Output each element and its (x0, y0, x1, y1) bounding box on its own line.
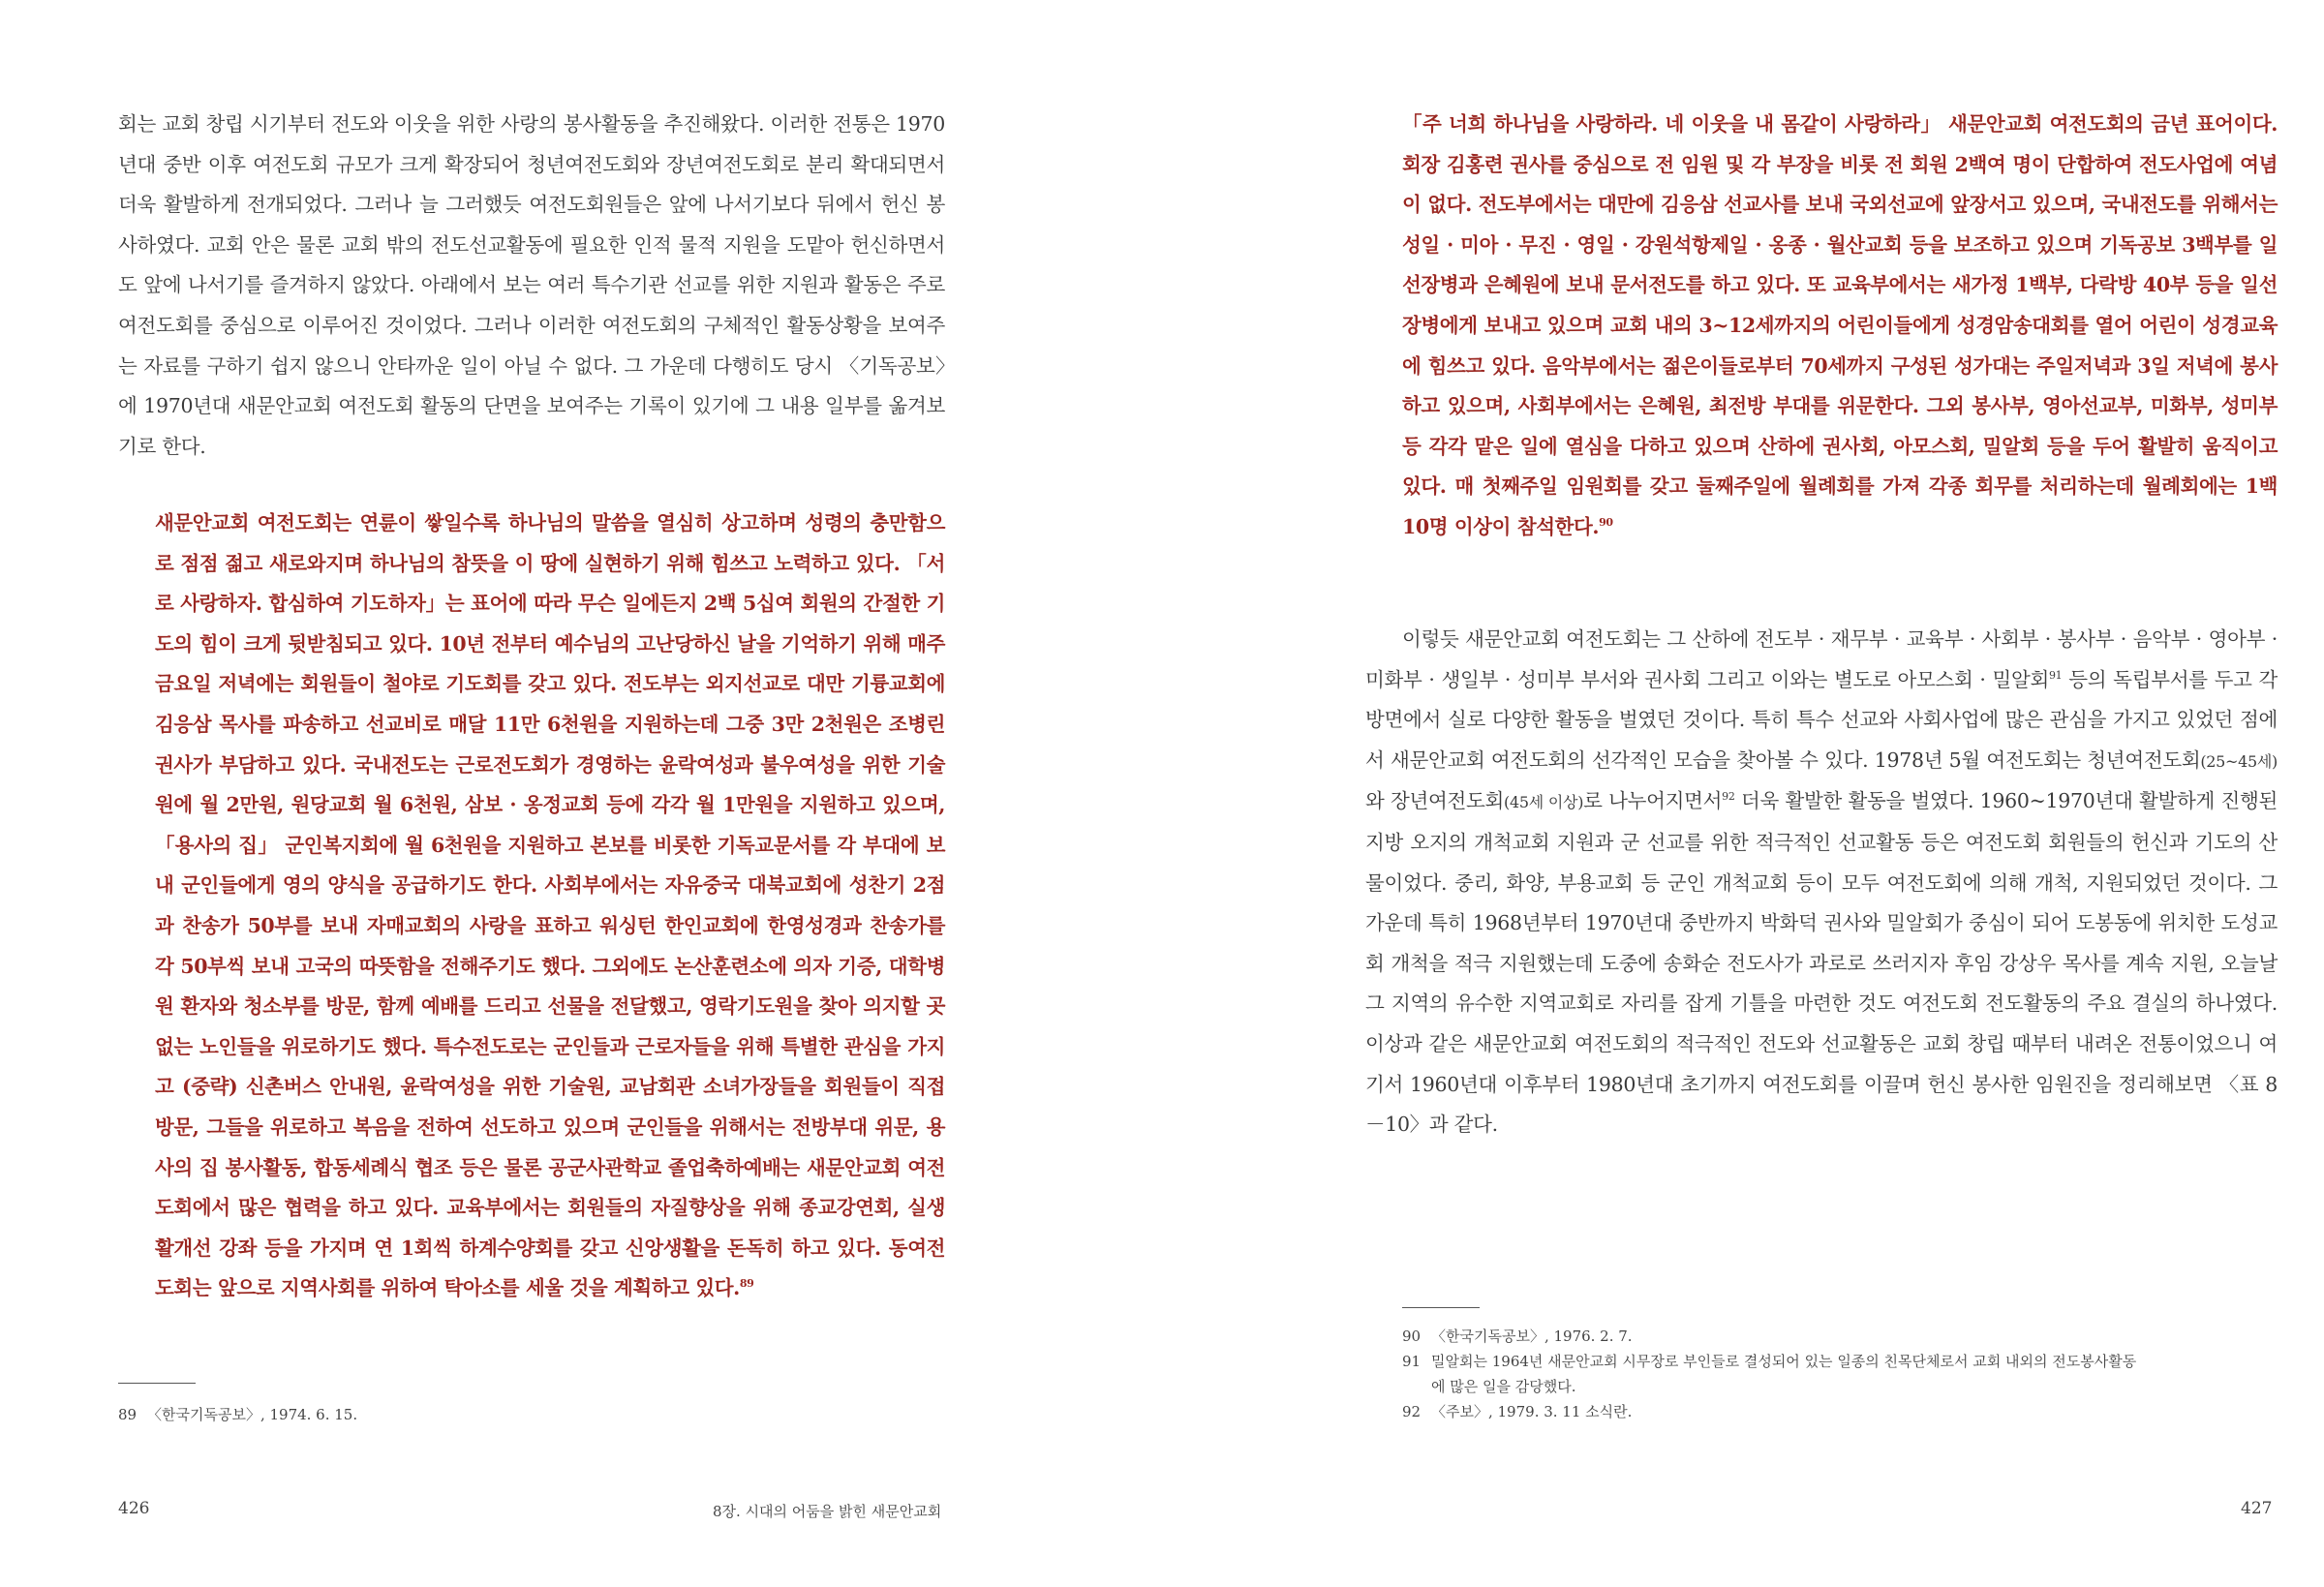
right-page-number: 427 (2241, 1499, 2273, 1518)
left-footnote-rule (118, 1383, 196, 1384)
left-footnote-89 (118, 1402, 945, 1427)
footnote-ref-89: 89 (739, 1277, 754, 1291)
running-head: 8장. 시대의 어둠을 밝힌 새문안교회 (713, 1503, 942, 1520)
footnote-91 (1402, 1349, 2278, 1399)
body-text-2: 등의 독립부서를 두고 각 방면에서 실로 다양한 활동을 벌였던 것이다. 특히 특수 선교와 사회사업에 많은 관심을 가지고 있었던 점에서 새문안교회 여전도회의 선각적인 모습을 찾아볼 수 있다. 1978년 5월 여전도회는 청년여전도회 (1365, 667, 2278, 772)
footnote-ref-91: 91 (2048, 668, 2063, 682)
footnote-text: 〈한국기독공보〉, 1976. 2. 7. (1431, 1328, 1633, 1345)
footnote-number: 91 (1402, 1353, 1422, 1370)
footnote-92 (1402, 1399, 2278, 1424)
footnote-number: 92 (1402, 1403, 1422, 1420)
body-age-note-1: (25~45세) (2200, 751, 2278, 771)
left-quote-block (155, 504, 945, 1309)
body-age-note-2: (45세 이상) (1504, 793, 1584, 812)
footnote-text: 〈한국기독공보〉, 1974. 6. 15. (147, 1406, 358, 1423)
footnote-ref-90: 90 (1599, 516, 1613, 530)
right-footnote-rule (1402, 1307, 1480, 1308)
body-text-4: 로 나누어지면서 (1583, 789, 1723, 813)
right-body-paragraph (1365, 620, 2278, 1145)
left-quote-text: 새문안교회 여전도회는 연륜이 쌓일수록 하나님의 말씀을 열심히 상고하며 성령의 충만함으로 점점 젊고 새로와지며 하나님의 참뜻을 이 땅에 실현하기 위해 힘쓰고 노력하고 있다. 「서로 사랑하자. 합심하여 기도하자」는 표어에 따라 무슨 일에든지 2백 5십여 회원의 간절한 기도의 힘이 크게 뒷받침되고 있다. 10년 전부터 예수님의 고난당하신 날을 기억하기 위해 매주 금요일 저녁에는 회원들이 철야로 기도회를 갖고 있다. 전도부는 외지선교로 대만 기륭교회에 김응삼 목사를 파송하고 선교비로 매달 11만 6천원을 지원하는데 그중 3만 2천원은 조병린 권사가 부담하고 있다. 국내전도는 근로전도회가 경영하는 윤락여성과 불우여성을 위한 기술원에 월 2만원, 원당교회 월 6천원, 삼보 · 옹정교회 등에 각각 월 1만원을 지원하고 있으며, 「용사의 집」 군인복지회에 월 6천원을 지원하고 본보를 비롯한 기독교문서를 각 부대에 보내 군인들에게 영의 양식을 공급하기도 한다. 사회부에서는 자유중국 대북교회에 성찬기 2점과 찬송가 50부를 보내 자매교회의 사랑을 표하고 워싱턴 한인교회에 한영성경과 찬송가를 각 50부씩 보내 고국의 따뜻함을 전해주기도 했다. 그외에도 논산훈련소에 의자 기증, 대학병원 환자와 청소부를 방문, 함께 예배를 드리고 선물을 전달했고, 영락기도원을 찾아 의지할 곳 없는 노인들을 위로하기도 했다. 특수전도로는 군인들과 근로자들을 위해 특별한 관심을 가지고 (중략) 신촌버스 안내원, 윤락여성을 위한 기술원, 교남회관 소녀가장들을 회원들이 직접 방문, 그들을 위로하고 복음을 전하여 선도하고 있으며 군인들을 위해서는 전방부대 위문, 용사의 집 봉사활동, 합동세례식 협조 등은 물론 공군사관학교 졸업축하예배는 새문안교회 여전도회에서 많은 협력을 하고 있다. 교육부에서는 회원들의 자질향상을 위해 종교강연회, 실생활개선 강좌 등을 가지며 연 1회씩 하계수양회를 갖고 신앙생활을 돈독히 하고 있다. 동여전도회는 앞으로 지역사회를 위하여 탁아소를 세울 것을 계획하고 있다. (155, 511, 945, 1300)
body-text-5: 더욱 활발한 활동을 벌였다. 1960~1970년대 활발하게 진행된 지방 오지의 개척교회 지원과 군 선교를 위한 적극적인 선교활동 등은 여전도회 회원들의 헌신과 기도의 산물이었다. 중리, 화양, 부용교회 등 군인 개척교회 등이 모두 여전도회에 의해 개척, 지원되었던 것이다. 그 가운데 특히 1968년부터 1970년대 중반까지 박화덕 권사와 밀알회가 중심이 되어 도봉동에 위치한 도성교회 개척을 적극 지원했는데 도중에 송화순 전도사가 과로로 쓰러지자 후임 강상우 목사를 계속 지원, 오늘날 그 지역의 유수한 지역교회로 자리를 잡게 기틀을 마련한 것도 여전도회 전도활동의 주요 결실의 하나였다. 이상과 같은 새문안교회 여전도회의 적극적인 전도와 선교활동은 교회 창립 때부터 내려온 전통이었으니 여기서 1960년대 이후부터 1980년대 초기까지 여전도회를 이끌며 헌신 봉사한 임원진을 정리해보면 〈표 8－10〉과 같다. (1365, 789, 2278, 1137)
left-intro-block (118, 105, 945, 467)
footnote-text-cont: 에 많은 일을 감당했다. (1431, 1378, 1576, 1395)
left-page-number: 426 (118, 1499, 150, 1518)
right-footnotes (1402, 1324, 2278, 1424)
right-page (1162, 0, 2324, 1587)
footnote-ref-92: 92 (1722, 790, 1735, 804)
right-body-block (1365, 620, 2278, 1145)
footnote-text: 〈주보〉, 1979. 3. 11 소식란. (1431, 1403, 1633, 1420)
left-intro-paragraph: 회는 교회 창립 시기부터 전도와 이웃을 위한 사랑의 봉사활동을 추진해왔다. 이러한 전통은 1970년대 중반 이후 여전도회 규모가 크게 확장되어 청년여전도회와 장년여전도회로 분리 확대되면서 더욱 활발하게 전개되었다. 그러나 늘 그러했듯 여전도회원들은 앞에 나서기보다 뒤에서 헌신 봉사하였다. 교회 안은 물론 교회 밖의 전도선교활동에 필요한 인적 물적 지원을 도맡아 헌신하면서도 앞에 나서기를 즐겨하지 않았다. 아래에서 보는 여러 특수기관 선교를 위한 지원과 활동은 주로 여전도회를 중심으로 이루어진 것이었다. 그러나 이러한 여전도회의 구체적인 활동상황을 보여주는 자료를 구하기 쉽지 않으니 안타까운 일이 아닐 수 없다. 그 가운데 다행히도 당시 〈기독공보〉에 1970년대 새문안교회 여전도회 활동의 단면을 보여주는 기록이 있기에 그 내용 일부를 옮겨보기로 한다. (118, 112, 945, 458)
right-quote-text: 「주 너희 하나님을 사랑하라. 네 이웃을 내 몸같이 사랑하라」 새문안교회 여전도회의 금년 표어이다. 회장 김홍련 권사를 중심으로 전 임원 및 각 부장을 비롯 전 회원 2백여 명이 단합하여 전도사업에 여념이 없다. 전도부에서는 대만에 김응삼 선교사를 보내 국외선교에 앞장서고 있으며, 국내전도를 위해서는 성일 · 미아 · 무진 · 영일 · 강원석항제일 · 옹종 · 월산교회 등을 보조하고 있으며 기독공보 3백부를 일선장병과 은혜원에 보내 문서전도를 하고 있다. 또 교육부에서는 새가정 1백부, 다락방 40부 등을 일선장병에게 보내고 있으며 교회 내의 3~12세까지의 어린이들에게 성경암송대회를 열어 어린이 성경교육에 힘쓰고 있다. 음악부에서는 젊은이들로부터 70세까지 구성된 성가대는 주일저녁과 3일 저녁에 봉사하고 있으며, 사회부에서는 은혜원, 최전방 부대를 위문한다. 그외 봉사부, 영아선교부, 미화부, 성미부 등 각각 맡은 일에 열심을 다하고 있으며 산하에 권사회, 아모스회, 밀알회 등을 두어 활발히 움직이고 있다. 매 첫째주일 임원회를 갖고 둘째주일에 월례회를 가져 각종 회무를 처리하는데 월례회에는 1백10명 이상이 참석한다. (1402, 112, 2278, 538)
footnote-text: 밀알회는 1964년 새문안교회 시무장로 부인들로 결성되어 있는 일종의 친목단체로서 교회 내외의 전도봉사활동 (1431, 1353, 2137, 1370)
left-quote-paragraph (155, 504, 945, 1309)
body-text-3: 와 장년여전도회 (1365, 789, 1504, 813)
right-quote-block (1402, 105, 2278, 548)
right-quote-paragraph (1402, 105, 2278, 548)
footnote-number: 90 (1402, 1328, 1422, 1345)
footnote-90 (1402, 1324, 2278, 1349)
body-text-1: 이렇듯 새문안교회 여전도회는 그 산하에 전도부 · 재무부 · 교육부 · 사회부 · 봉사부 · 음악부 · 영아부 · 미화부 · 생일부 · 성미부 부서와 권사회 그리고 이와는 별도로 아모스회 · 밀알회 (1365, 627, 2278, 691)
footnote-number: 89 (118, 1406, 138, 1423)
